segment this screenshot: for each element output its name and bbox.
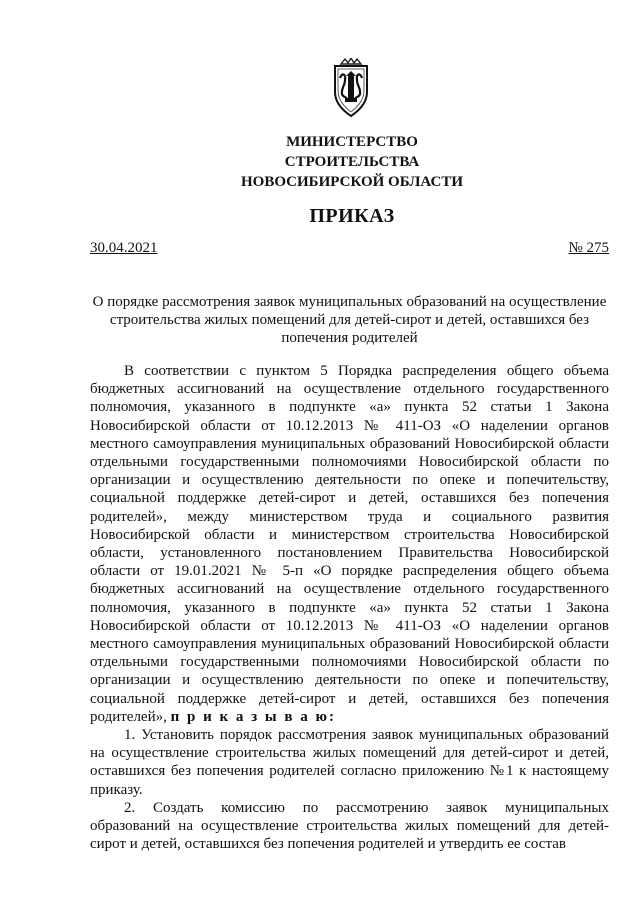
- preamble-paragraph: [90, 362, 609, 726]
- ministry-line: НОВОСИБИРСКОЙ ОБЛАСТИ: [240, 174, 464, 190]
- order-item-2: 2. Создать комиссию по рассмотрению заявок муниципальных образований на осуществление строительства жилых помещений для детей-сирот и детей, оставшихся без попечения родителей и утвердить ее состав: [90, 799, 609, 853]
- ministry-line: СТРОИТЕЛЬСТВА: [284, 154, 420, 170]
- coat-of-arms-icon: [327, 58, 375, 118]
- document-type-title: ПРИКАЗ: [309, 205, 395, 227]
- ministry-line: МИНИСТЕРСТВО: [286, 134, 418, 150]
- order-date: 30.04.2021: [90, 240, 158, 256]
- order-subject: О порядке рассмотрения заявок муниципальных образований на осуществление строительства жилых помещений для детей-сирот и детей, оставшихся без попечения родителей: [92, 294, 607, 346]
- preamble-text: В соответствии с пунктом 5 Порядка распределения общего объема бюджетных ассигнований на осуществление отдельного государственного полномочия, указанного в подпункте «а» пункта 52 статьи 1 Закона Новосибирской области от 10.12.2013 № 411-ОЗ «О наделении органов местного самоуправления муниципальных образований Новосибирской области отдельными государственными полномочиями Новосибирской области по организации и осуществлению деятельности по опеке и попечительству, социальной поддержке детей-сирот и детей, оставшихся без попечения родителей», между министерством труда и социального развития Новосибирской области и министерством строительства Новосибирской области, установленного постановлением Правительства Новосибирской области от 19.01.2021 № 5-п «О порядке распределения общего объема бюджетных ассигнований на осуществление отдельного государственного полномочия, указанного в подпункте «а» пункта 52 статьи 1 Закона Новосибирской области от 10.12.2013 № 411-ОЗ «О наделении органов местного самоуправления муниципальных образований Новосибирской области отдельными государственными полномочиями Новосибирской области по организации и осуществлению деятельности по опеке и попечительству, социальной поддержке детей-сирот и детей, оставшихся без попечения родителей»,: [90, 363, 609, 725]
- order-keyword: п р и к а з ы в а ю:: [170, 708, 336, 725]
- order-item-1: 1. Установить порядок рассмотрения заявок муниципальных образований на осуществление строительства жилых помещений для детей-сирот и детей, оставшихся без попечения родителей согласно приложению №1 к настоящему приказу.: [90, 727, 609, 798]
- ministry-header: [0, 132, 640, 192]
- order-body: [90, 362, 609, 853]
- order-number: № 275: [568, 240, 609, 256]
